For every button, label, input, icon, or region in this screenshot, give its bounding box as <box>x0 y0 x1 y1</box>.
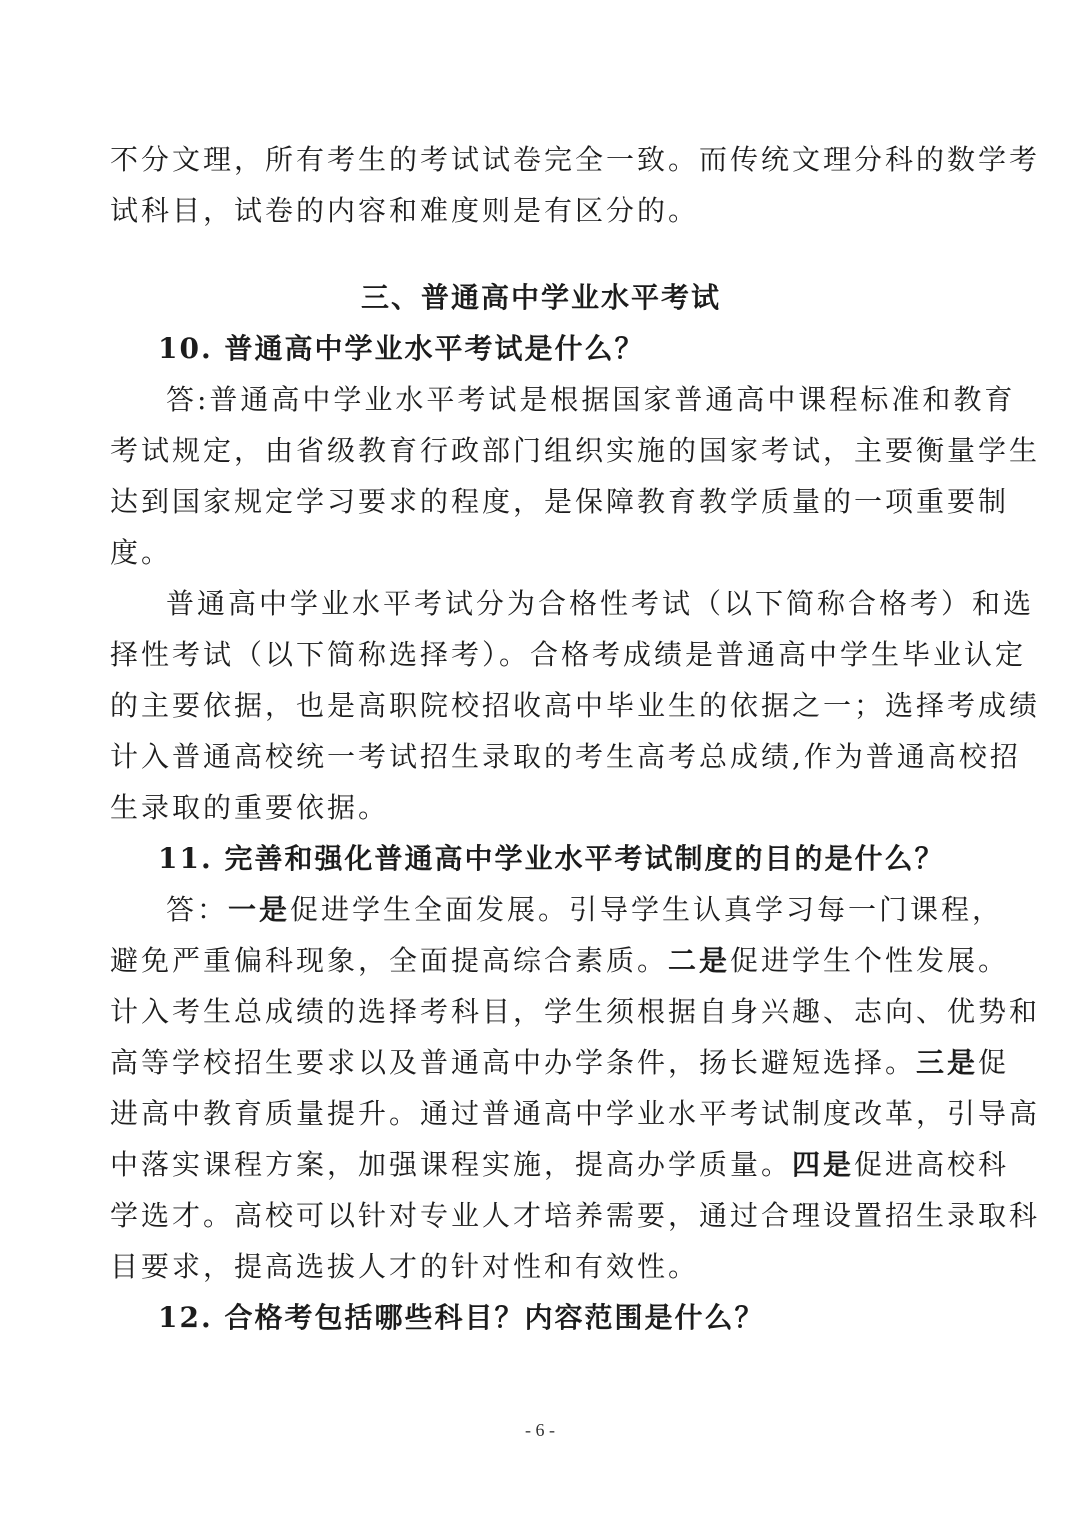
text-line <box>110 1037 1010 1088</box>
section-title: 三、普通高中学业水平考试 <box>360 281 721 314</box>
text-line: 答:普通高中学业水平考试是根据国家普通高中课程标准和教育 <box>166 383 1016 416</box>
page-number: - 6 - <box>525 1420 555 1440</box>
text-run: 促进高校科 <box>854 1148 1010 1181</box>
emphasis-label: 二是 <box>668 944 731 977</box>
text-line: 普通高中学业水平考试分为合格性考试（以下简称合格考）和选 <box>166 587 1035 620</box>
text-run: 答： <box>166 893 229 926</box>
emphasis-label: 四是 <box>792 1148 855 1181</box>
emphasis-label: 三是 <box>916 1046 979 1079</box>
text-run: 高等学校招生要求以及普通高中办学条件，扬长避短选择。 <box>110 1046 917 1079</box>
text-line: 考试规定，由省级教育行政部门组织实施的国家考试，主要衡量学生 <box>110 434 1041 467</box>
text-line: 试科目，试卷的内容和难度则是有区分的。 <box>110 194 700 227</box>
text-line: 的主要依据，也是高职院校招收高中毕业生的依据之一；选择考成绩 <box>110 689 1041 722</box>
text-line: 学选才。高校可以针对专业人才培养需要，通过合理设置招生录取科 <box>110 1199 1041 1232</box>
text-line: 计入普通高校统一考试招生录取的考生高考总成绩,作为普通高校招 <box>110 740 1021 773</box>
question-12-title: 12. 合格考包括哪些科目？内容范围是什么？ <box>158 1301 765 1334</box>
text-line <box>110 1139 1010 1190</box>
text-line <box>110 935 1010 986</box>
document-page <box>110 134 1041 1343</box>
text-run: 促进学生全面发展。引导学生认真学习每一门课程， <box>290 893 1004 926</box>
text-line <box>110 884 1004 935</box>
text-line: 达到国家规定学习要求的程度，是保障教育教学质量的一项重要制 <box>110 485 1010 518</box>
text-line: 择性考试（以下简称选择考）。合格考成绩是普通高中学生毕业认定 <box>110 638 1027 671</box>
text-run: 促进学生个性发展。 <box>730 944 1010 977</box>
text-run: 避免严重偏科现象，全面提高综合素质。 <box>110 944 669 977</box>
text-line: 生录取的重要依据。 <box>110 791 390 824</box>
text-line: 不分文理，所有考生的考试试卷完全一致。而传统文理分科的数学考 <box>110 143 1041 176</box>
text-line: 进高中教育质量提升。通过普通高中学业水平考试制度改革，引导高 <box>110 1097 1041 1130</box>
text-line: 目要求，提高选拔人才的针对性和有效性。 <box>110 1250 700 1283</box>
text-line: 计入考生总成绩的选择考科目，学生须根据自身兴趣、志向、优势和 <box>110 995 1041 1028</box>
text-run: 促 <box>978 1046 1010 1079</box>
text-line: 度。 <box>110 536 173 569</box>
question-10-title: 10. 普通高中学业水平考试是什么？ <box>158 332 645 365</box>
emphasis-label: 一是 <box>228 893 291 926</box>
text-run: 中落实课程方案，加强课程实施，提高办学质量。 <box>110 1148 793 1181</box>
question-11-title: 11. 完善和强化普通高中学业水平考试制度的目的是什么？ <box>158 842 945 875</box>
